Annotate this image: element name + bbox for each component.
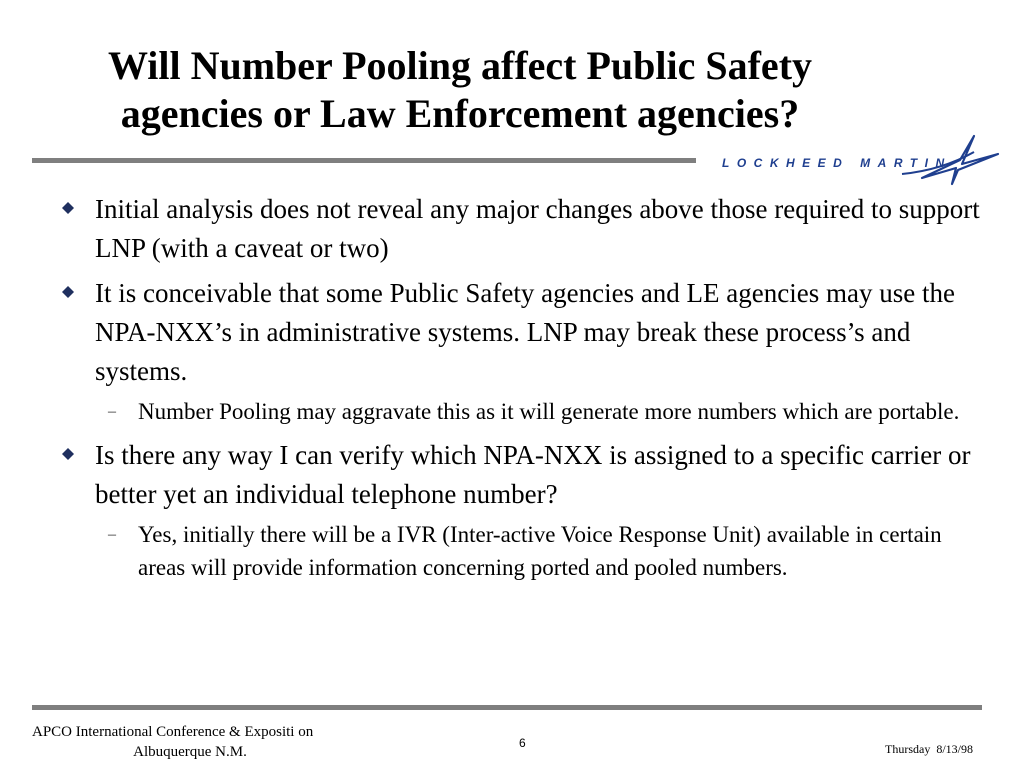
dash-bullet-icon: – — [108, 403, 116, 420]
dash-bullet-icon: – — [108, 526, 116, 543]
footer-divider — [32, 705, 982, 710]
footer-date: Thursday 8/13/98 — [885, 742, 973, 756]
bullet-item — [60, 190, 990, 268]
bullet-text: Initial analysis does not reveal any major changes above those required to support LNP (with a caveat or two) — [95, 194, 980, 263]
sub-bullet-item — [60, 518, 990, 584]
sub-bullet-text: Number Pooling may aggravate this as it will generate more numbers which are portable. — [138, 399, 960, 424]
footer-conference — [30, 722, 350, 762]
bullet-text: Is there any way I can verify which NPA-NXX is assigned to a specific carrier or better yet an individual telephone number? — [95, 440, 971, 509]
sub-bullet-item — [60, 395, 990, 428]
diamond-bullet-icon — [62, 448, 74, 460]
diamond-bullet-icon — [62, 286, 74, 298]
logo-wordmark: LOCKHEED MARTIN — [722, 156, 952, 170]
footer-conference-name: APCO International Conference & Expositi on — [32, 724, 314, 740]
bullet-list — [60, 190, 990, 592]
bullet-text: It is conceivable that some Public Safety agencies and LE agencies may use the NPA-NXX’s in administrative systems. LNP may break these process’s and systems. — [95, 278, 955, 386]
page-number: 6 — [519, 736, 526, 750]
sub-bullet-text: Yes, initially there will be a IVR (Inter-active Voice Response Unit) available in certain areas will provide information concerning ported and pooled numbers. — [138, 522, 942, 580]
slide-title-line-2: agencies or Law Enforcement agencies? — [120, 91, 800, 136]
bullet-item — [60, 274, 990, 391]
footer-location: Albuquerque N.M. — [133, 744, 247, 760]
slide-title-line-1: Will Number Pooling affect Public Safety — [107, 43, 813, 88]
slide-title — [40, 42, 880, 138]
diamond-bullet-icon — [62, 202, 74, 214]
bullet-item — [60, 436, 990, 514]
title-divider — [32, 158, 696, 163]
lockheed-martin-logo — [712, 130, 1002, 186]
